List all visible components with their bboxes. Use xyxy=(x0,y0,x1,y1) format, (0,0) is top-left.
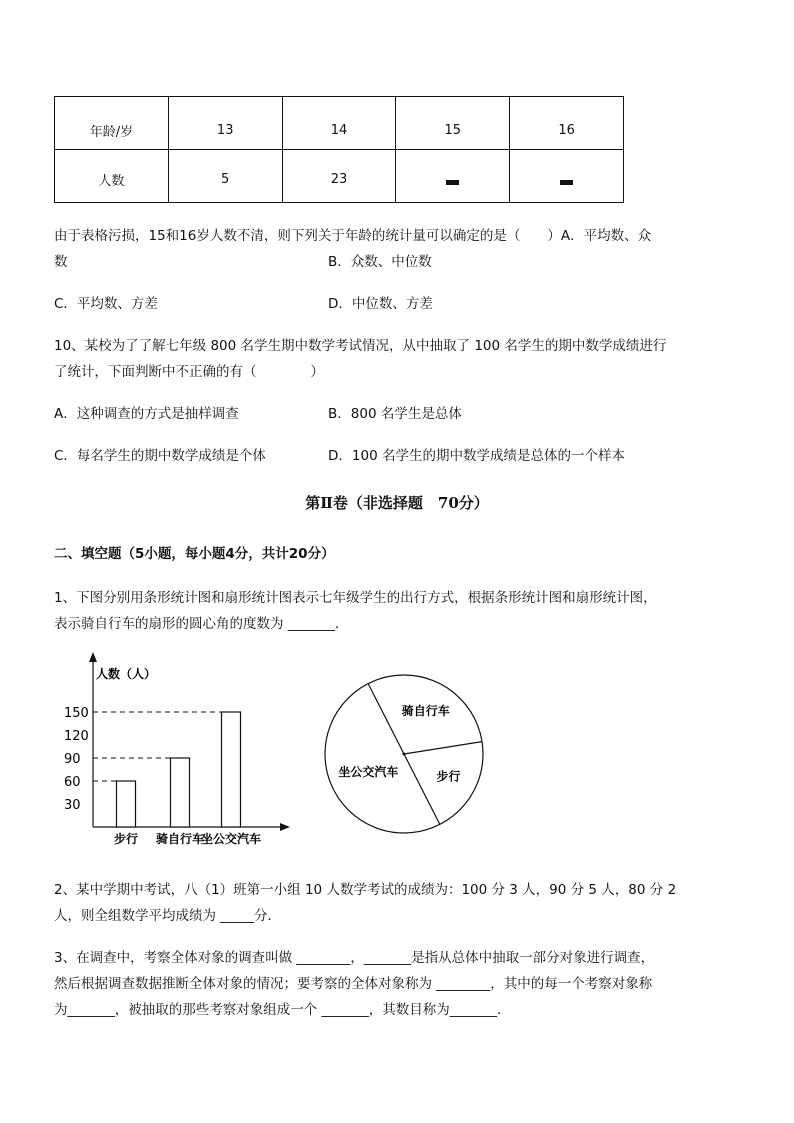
x-tick-label: 骑自行车 xyxy=(155,832,205,846)
fq2-line2: 人，则全组数学平均成绩为 _____分． xyxy=(54,908,282,924)
x-axis-arrow-icon xyxy=(280,823,290,831)
q9-line1: 由于表格污损，15和16岁人数不清，则下列关于年龄的统计量可以确定的是（ ）A．平均数、众 xyxy=(54,228,652,244)
q10-line2: 了统计，下面判断中不正确的有（ ） xyxy=(54,364,324,380)
y-tick-label: 120 xyxy=(64,729,89,744)
fq3-line1: 3、在调查中，考察全体对象的调查叫做 ________，_______是指从总体中抽取一部分对象进行调查， xyxy=(54,950,655,966)
x-tick-label: 步行 xyxy=(113,832,139,846)
fq1-line2: 表示骑自行车的扇形的圆心角的度数为 _______． xyxy=(54,616,349,632)
table-cell: 年龄/岁 xyxy=(55,97,169,150)
bar-chart-plot xyxy=(64,652,290,846)
q10-option-c: C．每名学生的期中数学成绩是个体 xyxy=(54,448,266,464)
section2-title: 第Ⅱ卷（非选择题 70分） xyxy=(305,494,489,512)
y-tick-label: 150 xyxy=(64,706,89,721)
fq3-line2: 然后根据调查数据推断全体对象的情况；要考察的全体对象称为 ________，其中的每一个考察对象称 xyxy=(54,976,653,992)
q9-option-c: C．平均数、方差 xyxy=(54,296,158,312)
pie-chart-plot xyxy=(325,675,483,833)
bar xyxy=(222,712,241,827)
smudge-mark xyxy=(446,180,459,185)
table-cell: 23 xyxy=(282,150,396,203)
table-cell: 人数 xyxy=(55,150,169,203)
bar xyxy=(171,758,190,827)
table-cell-smudged xyxy=(396,150,510,203)
pie-slice-label: 坐公交汽车 xyxy=(338,765,399,780)
table-cell: 16 xyxy=(510,97,624,150)
pie-slice-label: 步行 xyxy=(436,769,461,784)
y-tick-label: 90 xyxy=(64,752,81,767)
age-table xyxy=(54,96,624,203)
bar xyxy=(117,781,136,827)
y-axis-arrow-icon xyxy=(89,652,97,662)
pie-center-dot xyxy=(403,753,406,756)
q10-option-a: A．这种调查的方式是抽样调查 xyxy=(54,406,239,422)
table-cell: 14 xyxy=(282,97,396,150)
table-cell: 15 xyxy=(396,97,510,150)
bar-chart xyxy=(0,640,330,855)
q9-option-b: B．众数、中位数 xyxy=(328,254,432,270)
fq2-line1: 2、某中学期中考试，八（1）班第一小组 10 人数学考试的成绩为：100 分 3 人，90 分 5 人，80 分 2 xyxy=(54,882,677,898)
bar-chart-ylabel: 人数（人） xyxy=(96,667,157,681)
table-row-count xyxy=(55,150,624,203)
q10-option-d: D．100 名学生的期中数学成绩是总体的一个样本 xyxy=(328,448,625,464)
part2-heading: 二、填空题（5小题，每小题4分，共计20分） xyxy=(54,546,335,562)
smudge-mark xyxy=(560,180,573,185)
y-tick-label: 30 xyxy=(64,798,81,813)
x-tick-label: 坐公交汽车 xyxy=(200,832,262,846)
pie-chart xyxy=(318,668,498,838)
table-cell: 5 xyxy=(168,150,282,203)
y-tick-label: 60 xyxy=(64,775,81,790)
fq3-line3: 为_______，被抽取的那些考察对象组成一个 _______，其数目称为_______． xyxy=(54,1002,511,1018)
table-row-age xyxy=(55,97,624,150)
fq1-line1: 1、下图分别用条形统计图和扇形统计图表示七年级学生的出行方式，根据条形统计图和扇形统计图， xyxy=(54,590,657,606)
q10-option-b: B．800 名学生是总体 xyxy=(328,406,462,422)
q9-line2: 数 xyxy=(54,254,68,270)
pie-slice-label: 骑自行车 xyxy=(401,704,450,719)
q10-line1: 10、某校为了了解七年级 800 名学生期中数学考试情况，从中抽取了 100 名学生的期中数学成绩进行 xyxy=(54,338,667,354)
table-cell: 13 xyxy=(168,97,282,150)
q9-option-d: D．中位数、方差 xyxy=(328,296,433,312)
table-cell-smudged xyxy=(510,150,624,203)
